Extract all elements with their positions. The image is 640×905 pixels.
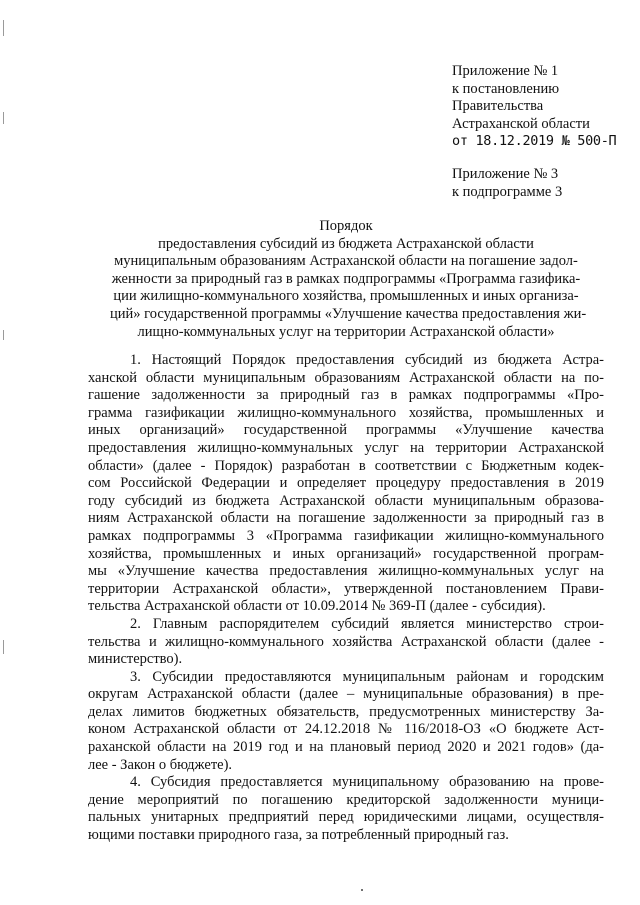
title-line: женности за природный газ в рамках подпрограммы «Программа газифика-	[111, 270, 581, 287]
body-line: хозяйства, промышленных и иных организаций» государственной програм-	[88, 545, 604, 562]
body-line: территории Астраханской области», утвержденной постановлением Прави-	[88, 580, 604, 597]
scan-speck	[361, 889, 363, 891]
appendix-line: Правительства	[452, 98, 544, 114]
body-line: гашение задолженности за природный газ в рамках подпрограммы «Про-	[88, 387, 604, 404]
paragraph-4	[88, 774, 604, 844]
body-line: 2. Главным распорядителем субсидий является министерство строи-	[130, 615, 604, 632]
document-title	[110, 218, 587, 341]
title-line: ций» государственной программы «Улучшение качества предоставления жи-	[110, 305, 587, 322]
body-line: тельства Астраханской области от 10.09.2014 № 369-П (далее - субсидия).	[88, 598, 546, 615]
body-line: 3. Субсидии предоставляются муниципальным районам и городским	[130, 668, 604, 685]
body-line: раханской области на 2019 год и на плановый период 2020 и 2021 годов» (да-	[88, 739, 604, 756]
scan-margin-mark	[3, 20, 4, 36]
body-line: округам Астраханской области (далее – муниципальные образования) в пре-	[88, 686, 604, 703]
appendix-sub-header	[452, 166, 562, 201]
body-line: ниям Астраханской области на погашение задолженности за природный газ в	[88, 510, 604, 527]
body-line: коном Астраханской области от 24.12.2018 № 116/2018-ОЗ «О бюджете Аст-	[88, 721, 604, 738]
body-line: ющими поставки природного газа, за потребленный природный газ.	[88, 827, 509, 844]
body-line: рамках подпрограммы 3 «Программа газификации жилищно-коммунального	[88, 527, 604, 544]
body-line: министерство).	[88, 651, 183, 668]
body-line: грамма газификации жилищно-коммунального хозяйства, промышленных и	[88, 404, 604, 421]
body-line: дение мероприятий по погашению кредиторской задолженности муници-	[88, 791, 604, 808]
appendix-line: Приложение № 1	[452, 63, 559, 79]
decree-date-number: от 18.12.2019 № 500-П	[452, 133, 617, 149]
body-line: предоставления жилищно-коммунальных услуг на территории Астраханской	[88, 439, 604, 456]
title-line: муниципальным образованиям Астраханской области на погашение задол-	[114, 253, 578, 270]
title-line: ции жилищно-коммунального хозяйства, промышленных и иных организа-	[113, 288, 579, 305]
scan-margin-mark	[3, 640, 4, 654]
document-body	[88, 352, 604, 845]
body-line: области» (далее - Порядок) разработан в соответствии с Бюджетным кодек-	[88, 457, 604, 474]
body-line: году субсидий из бюджета Астраханской области муниципальным образова-	[88, 492, 604, 509]
paragraph-3	[88, 669, 604, 775]
body-line: делах лимитов бюджетных обязательств, предусмотренных министерству За-	[88, 703, 604, 720]
body-line: лее - Закон о бюджете).	[88, 756, 233, 773]
appendix-line: Астраханской области	[452, 115, 590, 132]
appendix-line: к подпрограмме 3	[452, 183, 563, 200]
paragraph-1	[88, 352, 604, 616]
body-line: 1. Настоящий Порядок предоставления субсидий из бюджета Астра-	[130, 352, 604, 368]
appendix-line: Приложение № 3	[452, 166, 559, 182]
title-heading: Порядок	[319, 218, 373, 234]
scan-margin-mark	[3, 330, 4, 340]
title-line: предоставления субсидий из бюджета Астраханской области	[158, 235, 534, 252]
body-line: сом Российской Федерации и определяет процедуру предоставления в 2019	[88, 475, 604, 492]
appendix-line: к постановлению	[452, 80, 560, 97]
paragraph-2	[88, 616, 604, 669]
body-line: ханской области муниципальным образованиям Астраханской области на по-	[88, 369, 604, 386]
body-line: мы «Улучшение качества предоставления жилищно-коммунальных услуг на	[88, 563, 604, 580]
body-line: пальных унитарных предприятий перед юридическими лицами, осуществля-	[88, 809, 604, 826]
scan-margin-mark	[3, 112, 4, 124]
body-line: 4. Субсидия предоставляется муниципальному образованию на прове-	[130, 774, 604, 791]
body-line: иных организаций» государственной программы «Улучшение качества	[88, 422, 604, 439]
body-line: тельства и жилищно-коммунального хозяйства Астраханской области (далее -	[88, 633, 604, 650]
title-line: лищно-коммунальных услуг на территории Астраханской области»	[137, 323, 555, 340]
appendix-header	[452, 63, 616, 151]
